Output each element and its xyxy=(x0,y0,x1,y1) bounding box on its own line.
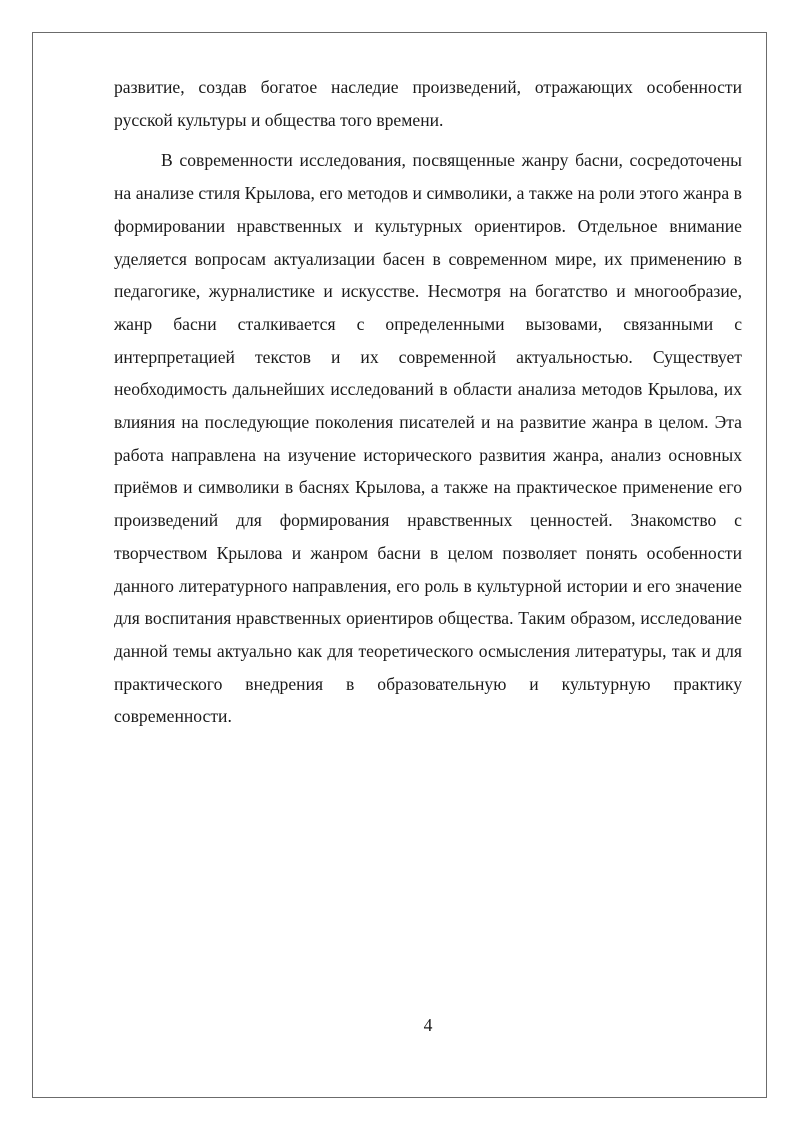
paragraph-continued: развитие, создав богатое наследие произведений, отражающих особенности русской культуры и общества того времени. xyxy=(114,77,742,130)
paragraph-main: В современности исследования, посвященные жанру басни, сосредоточены на анализе стиля Крылова, его методов и символики, а также на роли этого жанра в формировании нравственных и культурных ориентиров. Отдельное внимание уделяется вопросам актуализации басен в современном мире, их применению в педагогике, журналистике и искусстве. Несмотря на богатство и многообразие, жанр басни сталкивается с определенными вызовами, связанными с интерпретацией текстов и их современной актуальностью. Существует необходимость дальнейших исследований в области анализа методов Крылова, их влияния на последующие поколения писателей и на развитие жанра в целом. Эта работа направлена на изучение исторического развития жанра, анализ основных приёмов и символики в баснях Крылова, а также на практическое применение его произведений для формирования нравственных ценностей. Знакомство с творчеством Крылова и жанром басни в целом позволяет понять особенности данного литературного направления, его роль в культурной истории и его значение для воспитания нравственных ориентиров общества. Таким образом, исследование данной темы актуально как для теоретического осмысления литературы, так и для практического внедрения в образовательную и культурную практику современности. xyxy=(114,150,742,727)
page-number: 4 xyxy=(423,1015,433,1035)
document-body xyxy=(114,71,742,733)
